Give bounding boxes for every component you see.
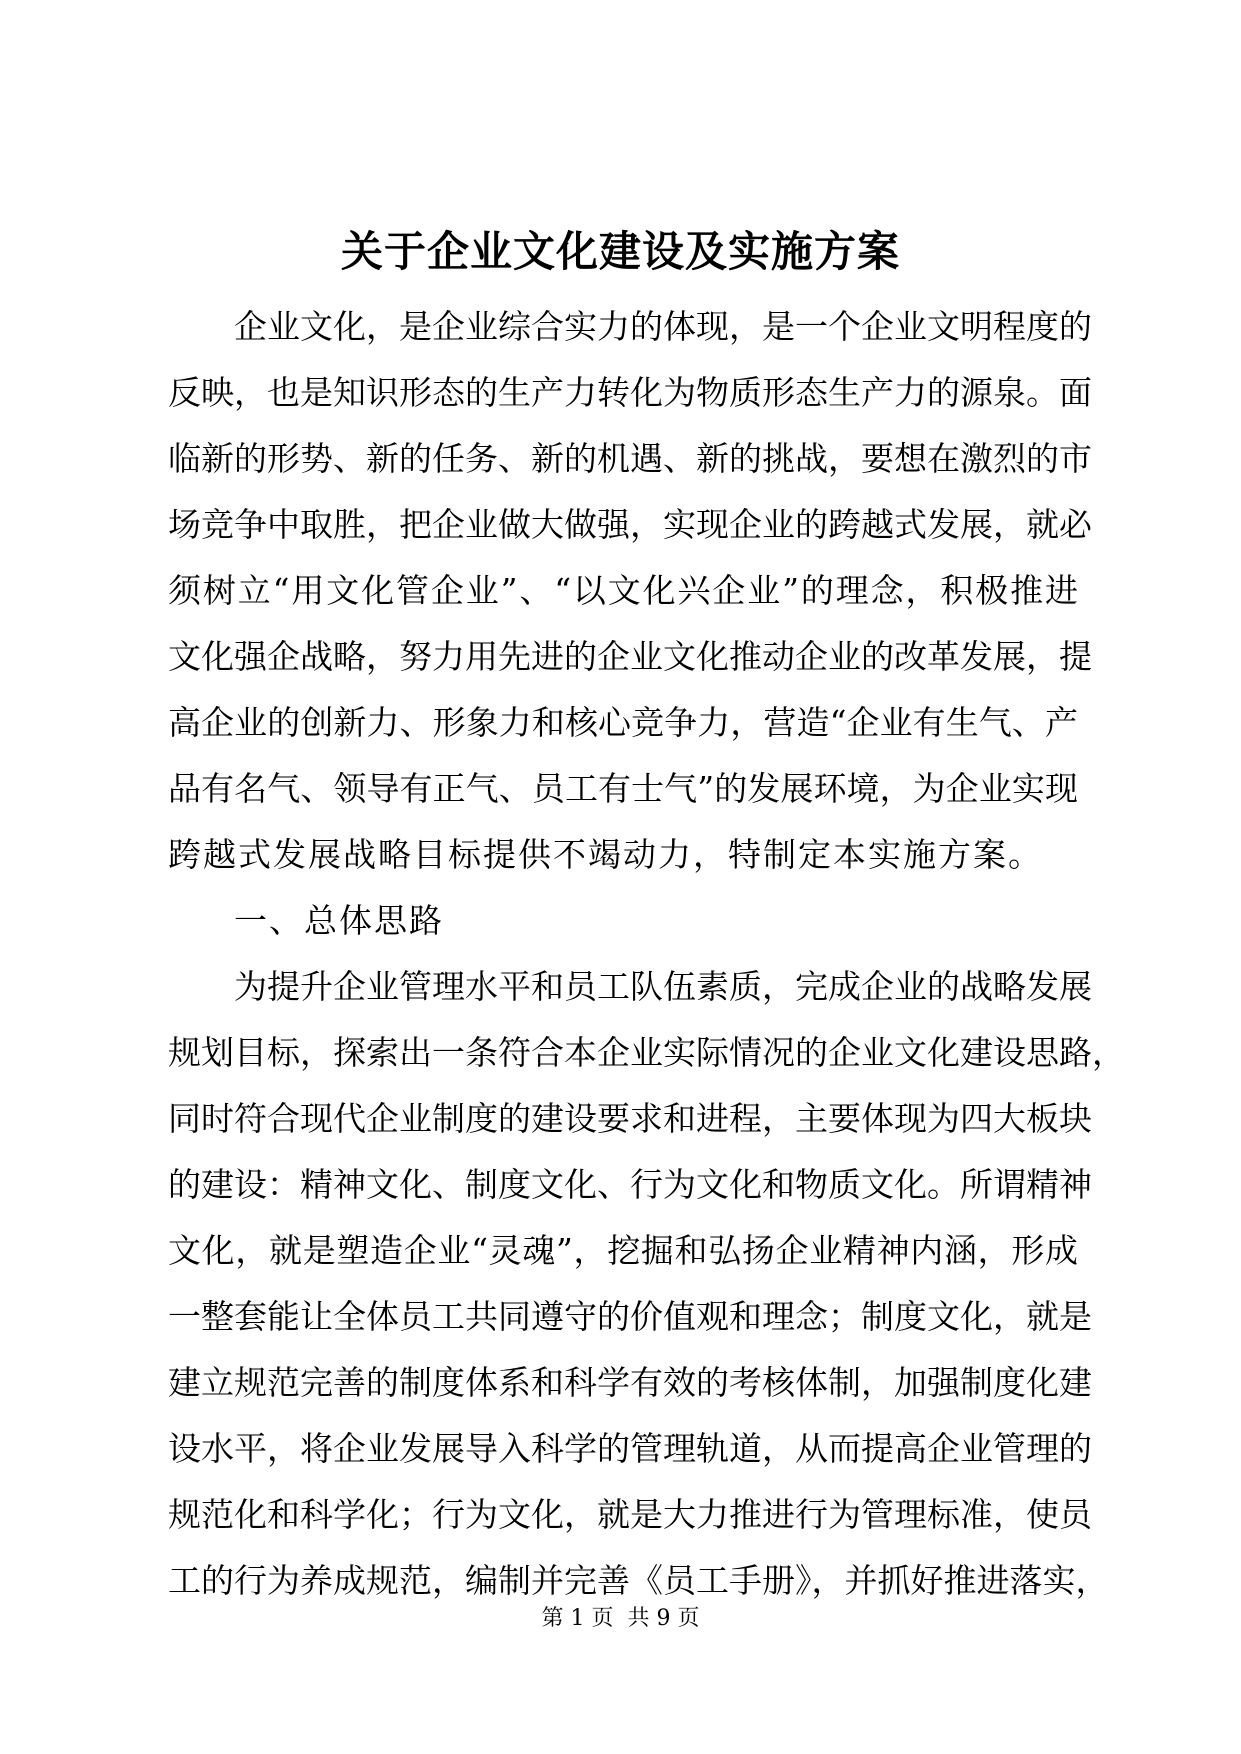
body-line: 工的行为养成规范，编制并完善《员工手册》，并抓好推进落实， — [168, 1561, 1109, 1600]
body-line: 同时符合现代企业制度的建设要求和进程，主要体现为四大板块 — [168, 1099, 1092, 1138]
body-line: 跨越式发展战略目标提供不竭动力，特制定本实施方案。 — [168, 835, 1043, 874]
body-line: 规范化和科学化；行为文化，就是大力推进行为管理标准，使员 — [168, 1495, 1092, 1534]
body-line: 品有名气、领导有正气、员工有士气”的发展环境，为企业实现 — [168, 769, 1078, 808]
body-line: 一整套能让全体员工共同遵守的价值观和理念；制度文化，就是 — [168, 1297, 1092, 1336]
body-line: 反映，也是知识形态的生产力转化为物质形态生产力的源泉。面 — [168, 373, 1092, 412]
body-line: 临新的形势、新的任务、新的机遇、新的挑战，要想在激烈的市 — [168, 439, 1092, 478]
section-heading: 一、总体思路 — [234, 901, 444, 940]
page-total: 共 9 页 — [627, 1606, 700, 1631]
body-line: 规划目标，探索出一条符合本企业实际情况的企业文化建设思路， — [168, 1033, 1125, 1072]
body-line: 须树立“用文化管企业”、“以文化兴企业”的理念，积极推进 — [168, 571, 1078, 610]
page-number: 第 1 页 — [541, 1606, 614, 1631]
document-title: 关于企业文化建设及实施方案 — [340, 227, 900, 276]
document-body — [168, 294, 1125, 1614]
body-line: 为提升企业管理水平和员工队伍素质，完成企业的战略发展 — [234, 967, 1092, 1006]
body-line: 文化强企战略，努力用先进的企业文化推动企业的改革发展，提 — [168, 637, 1092, 676]
page-footer — [0, 1604, 1241, 1634]
body-line: 设水平，将企业发展导入科学的管理轨道，从而提高企业管理的 — [168, 1429, 1092, 1468]
body-line: 建立规范完善的制度体系和科学有效的考核体制，加强制度化建 — [168, 1363, 1092, 1402]
body-line: 场竞争中取胜，把企业做大做强，实现企业的跨越式发展，就必 — [168, 505, 1092, 544]
body-line: 文化，就是塑造企业“灵魂”，挖掘和弘扬企业精神内涵，形成 — [168, 1231, 1078, 1270]
body-line: 企业文化，是企业综合实力的体现，是一个企业文明程度的 — [234, 307, 1092, 346]
body-line: 高企业的创新力、形象力和核心竞争力，营造“企业有生气、产 — [168, 703, 1078, 742]
body-line: 的建设：精神文化、制度文化、行为文化和物质文化。所谓精神 — [168, 1165, 1092, 1204]
